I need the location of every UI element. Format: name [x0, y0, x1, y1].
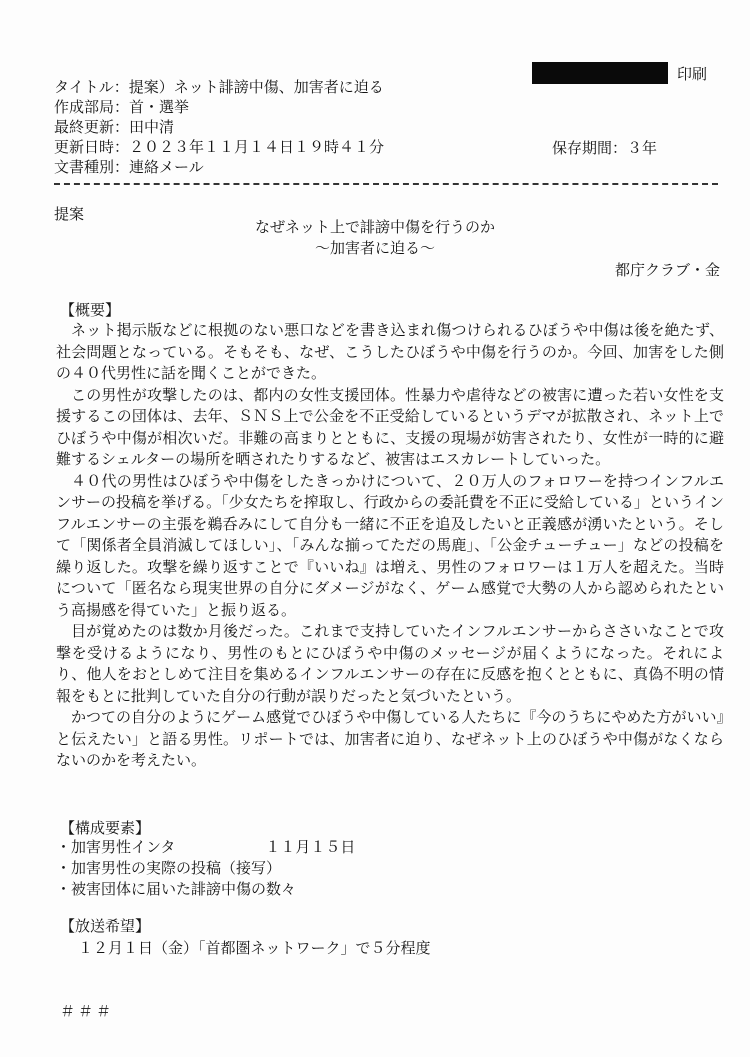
- byline: 都庁クラブ・金: [614, 261, 720, 279]
- list-item-text: ・加害男性インタ: [56, 838, 176, 856]
- elements-heading: 【構成要素】: [60, 819, 151, 837]
- overview-paragraph: ４０代の男性はひぼうや中傷をしたきっかけについて、２０万人のフォロワーを持つインフルエンサーの投稿を挙げる。「少女たちを搾取し、行政からの委託費を不正に受給している」というインフルエンサーの主張を鵜呑みにして自分も一緒に不正を追及したいと正義感が湧いたという。そして「関係者全員消滅してほしい」、「みんな揃ってただの馬鹿」、「公金チューチュー」などの投稿を繰り返した。攻撃を繰り返すことで『いいね』は増え、男性のフォロワーは１万人を超えた。当時について「匿名なら現実世界の自分にダメージがなく、ゲーム感覚で大勢の人から認められたという高揚感を得ていた」と振り返る。: [56, 471, 724, 619]
- list-item: [56, 858, 355, 879]
- overview-paragraph: かつての自分のようにゲーム感覚でひぼうや中傷している人たちに『今のうちにやめた方がいい』と伝えたい」と語る男性。リポートでは、加害者に迫り、なぜネット上のひぼうや中傷がなくならないのかを考えたい。: [56, 708, 724, 769]
- overview-paragraph: ネット掲示版などに根拠のない悪口などを書き込まれ傷つけられるひぼうや中傷は後を絶たず、社会問題となっている。そもそも、なぜ、こうしたひぼうや中傷を行うのか。今回、加害をした側の４０代男性に話を聞くことができた。: [56, 321, 724, 382]
- overview-paragraph: 目が覚めたのは数か月後だった。これまで支持していたインフルエンサーからささいなことで攻撃を受けるようになり、男性のもとにひぼうや中傷のメッセージが届くようになった。それにより、他人をおとしめて注目を集めるインフルエンサーの存在に反感を抱くとともに、真偽不明の情報をもとに批判していた自分の行動が誤りだったと気づいたという。: [56, 622, 724, 705]
- list-item: [56, 837, 355, 858]
- end-mark: ＃＃＃: [60, 1002, 115, 1020]
- overview-body: [56, 320, 724, 772]
- list-item: [56, 879, 355, 900]
- overview-heading: 【概要】: [60, 301, 121, 319]
- list-item-text: ・被害団体に届いた誹謗中傷の数々: [56, 880, 297, 898]
- document-title: なぜネット上で誹謗中傷を行うのか: [254, 218, 495, 236]
- broadcast-text: １２月１日（金）「首都圏ネットワーク」で５分程度: [78, 939, 431, 957]
- document-subtitle: ～加害者に迫る～: [314, 239, 435, 257]
- redaction-bar: [532, 62, 668, 84]
- elements-list: [56, 837, 355, 900]
- list-item-date: １１月１５日: [265, 838, 356, 856]
- dashed-divider: [54, 183, 718, 185]
- meta-retention: 保存期間：３年: [552, 139, 658, 157]
- list-item-text: ・加害男性の実際の投稿（接写）: [56, 859, 282, 877]
- doc-label: 提案: [54, 205, 85, 223]
- meta-title: タイトル：提案）ネット誹謗中傷、加害者に迫る: [54, 78, 384, 96]
- meta-department: 作成部局：首・選挙: [54, 98, 190, 116]
- print-label: 印刷: [677, 65, 708, 83]
- meta-doc-type: 文書種別：連絡メール: [54, 158, 204, 176]
- overview-paragraph: この男性が攻撃したのは、都内の女性支援団体。性暴力や虐待などの被害に遭った若い女性を支援するこの団体は、去年、ＳＮＳ上で公金を不正受給しているというデマが拡散され、ネット上でひぼうや中傷が相次いだ。非難の高まりとともに、支援の現場が妨害されたり、女性が一時的に避難するシェルターの場所を晒されたりするなど、被害はエスカレートしていった。: [56, 385, 724, 468]
- meta-updated-at: 更新日時：２０２３年１１月１４日１９時４１分: [54, 138, 385, 156]
- meta-last-updated-by: 最終更新：田中清: [54, 118, 175, 136]
- broadcast-heading: 【放送希望】: [60, 917, 151, 935]
